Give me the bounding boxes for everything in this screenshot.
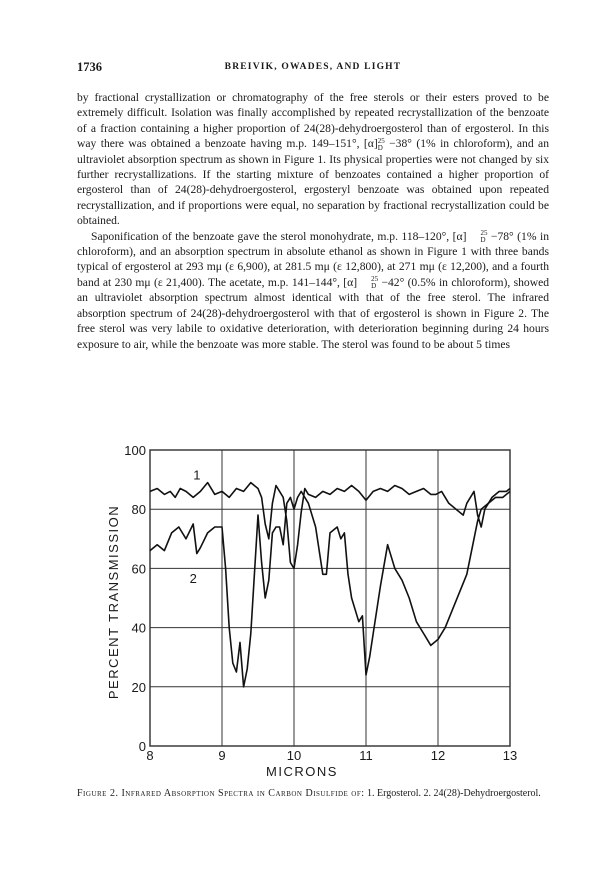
x-tick-label: 11 bbox=[359, 748, 373, 763]
series-label-1: 1 bbox=[193, 467, 201, 483]
figure-caption bbox=[77, 787, 549, 801]
optical-rotation-indices bbox=[378, 137, 385, 150]
paragraph-text: by fractional crystallization or chromatography of the free sterols or their esters proved to be extremely difficult. Isolation was finally accomplished by repeated recrystallization of the benzoate of a fraction containing a higher proportion of 24(28)-dehydroergosterol than of ergosterol. In this way there was obtained a benzoate having m.p. 149–151°, [α] bbox=[77, 91, 549, 151]
superscript-temperature: 25 bbox=[377, 136, 385, 145]
page-header bbox=[77, 60, 549, 78]
x-axis-label: MICRONS bbox=[266, 764, 338, 779]
x-tick-label: 12 bbox=[430, 748, 446, 763]
subscript-line: D bbox=[371, 282, 377, 291]
caption-label: Figure 2. Infrared Absorption Spectra in Carbon Disulfide of: bbox=[77, 788, 365, 799]
y-tick-label: 80 bbox=[131, 502, 146, 518]
x-tick-label: 9 bbox=[218, 748, 226, 763]
body-text bbox=[77, 90, 549, 352]
y-tick-label: 40 bbox=[131, 620, 146, 636]
y-axis-label: PERCENT TRANSMISSION bbox=[106, 504, 121, 700]
paragraph-text: Saponification of the benzoate gave the sterol monohydrate, m.p. 118–120°, [α] bbox=[91, 229, 467, 243]
y-tick-label: 100 bbox=[124, 443, 146, 458]
optical-rotation-indices bbox=[357, 276, 378, 289]
x-tick-label: 13 bbox=[502, 748, 518, 763]
subscript-line: D bbox=[480, 236, 486, 244]
figure-2 bbox=[102, 440, 530, 780]
paragraph-text: −38° (1% in chloroform), and an ultraviolet absorption spectrum as shown in Figure 1. Its physical properties were not changed by six further recrystallizations. If the starting mixture of benzoates contained a higher proportion of ergosterol than of 24(28)-dehydroergosterol, ergosteryl benzoate was obtained upon repeated recrystallization, and if proportions were equal, no separation by fractional recrystallization could be obtained. bbox=[77, 137, 549, 228]
x-tick-label: 8 bbox=[146, 748, 154, 763]
series-line-2 bbox=[150, 491, 510, 686]
series-line-1 bbox=[150, 483, 510, 569]
paragraph-text: −78° (1% in chloroform), and an absorption spectrum in absolute ethanol as shown in Figure 1 with three bands typical of ergosterol at 293 mμ (ε 6,900), at 281.5 mμ (ε 12,800), at 271 mμ (ε 12,200), and a fourth band at 230 mμ (ε 21,400). The acetate, m.p. 141–144°, [α] bbox=[77, 229, 549, 289]
superscript-temperature: 25 bbox=[480, 229, 488, 237]
x-tick-label: 10 bbox=[286, 748, 302, 763]
page-number: 1736 bbox=[77, 60, 102, 74]
y-tick-label: 20 bbox=[131, 679, 146, 695]
superscript-temperature: 25 bbox=[371, 275, 379, 284]
paragraph bbox=[77, 229, 549, 352]
y-tick-label: 0 bbox=[138, 739, 146, 754]
optical-rotation-indices bbox=[466, 230, 487, 243]
y-tick-label: 60 bbox=[131, 561, 146, 577]
caption-text: 1. Ergosterol. 2. 24(28)-Dehydroergosterol. bbox=[364, 788, 541, 799]
ir-spectrum-chart bbox=[102, 440, 530, 780]
subscript-line: D bbox=[377, 143, 383, 152]
paragraph bbox=[77, 90, 549, 229]
running-head: BREIVIK, OWADES, AND LIGHT bbox=[224, 62, 402, 72]
series-label-2: 2 bbox=[189, 571, 197, 587]
paragraph-text: −42° (0.5% in chloroform), showed an ultraviolet absorption spectrum almost identical with that of the free sterol. The infrared absorption spectrum of 24(28)-dehydroergosterol with that of ergosterol is shown in Figure 2. The free sterol was very labile to oxidative deterioration, with deterioration beginning during 24 hours exposure to air, while the benzoate was more stable. The sterol was found to be about 5 times bbox=[77, 275, 550, 351]
